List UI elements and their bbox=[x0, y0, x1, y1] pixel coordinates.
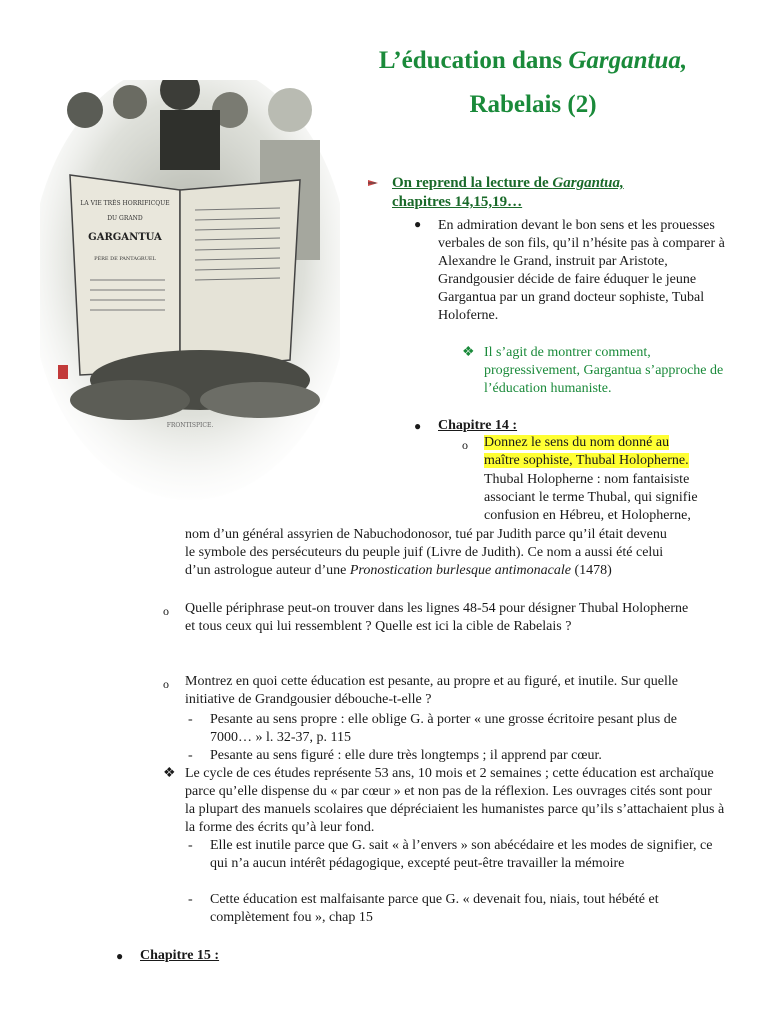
section-heading-prefix: On reprend la lecture de bbox=[392, 175, 553, 191]
circle-bullet-icon: o bbox=[462, 438, 468, 452]
section-heading-line2: chapitres 14,15,19… bbox=[392, 194, 523, 210]
dash-bullet-icon: - bbox=[188, 838, 193, 853]
chapter15-label: Chapitre 15 : bbox=[140, 948, 220, 963]
chapter14-question1 bbox=[484, 434, 689, 470]
book-title: GARGANTUA bbox=[88, 232, 162, 243]
chapter14-question3: Montrez en quoi cette éducation est pesante, au propre et au figuré, et inutile. Sur quelle initiative de Grandgousier débouche-t-elle ? bbox=[185, 674, 678, 707]
diamond-bullet-icon: ❖ bbox=[462, 345, 475, 360]
answer-line2: associant le terme Thubal, qui signifie bbox=[484, 490, 698, 505]
chapter14-label: Chapitre 14 : bbox=[438, 418, 518, 433]
dash-bullet-icon: - bbox=[188, 748, 193, 763]
answer-line5: le symbole des persécuteurs du peuple juif (Livre de Judith). Ce nom a aussi été celui bbox=[185, 545, 664, 560]
bullet-dot-icon: ● bbox=[414, 419, 422, 433]
answer-line1: Thubal Holopherne : nom fantaisiste bbox=[484, 472, 690, 487]
answer-line6-suffix: (1478) bbox=[570, 563, 612, 578]
frontispiece-illustration bbox=[40, 80, 340, 500]
answer-line4: nom d’un général assyrien de Nabuchodonosor, tué par Judith parce qu’il était devenu bbox=[185, 527, 667, 542]
book-line3: PÈRE DE PANTAGRUEL bbox=[94, 256, 156, 262]
question1-line2: maître sophiste, Thubal Holopherne. bbox=[484, 453, 689, 468]
intro-paragraph: En admiration devant le bon sens et les prouesses verbales de son fils, qu’il n’hésite pas à comparer à Alexandre le Grand, instruit par Aristote, Grandgousier décide de faire éduquer le jeune Gargantua par un grand docteur sophiste, Tubal Holoferne. bbox=[438, 218, 725, 323]
section-arrow-icon bbox=[366, 176, 380, 195]
circle-bullet-icon: o bbox=[163, 677, 169, 691]
dash-bullet-icon: - bbox=[188, 892, 193, 907]
answer-line6-italic: Pronostication burlesque antimonacale bbox=[349, 563, 571, 578]
question1-line1: Donnez le sens du nom donné au bbox=[484, 435, 670, 450]
book-line2: DU GRAND bbox=[107, 215, 143, 222]
dash-item-4: Cette éducation est malfaisante parce que G. « devenait fou, niais, tout hébété et complètement fou », chap 15 bbox=[210, 892, 659, 925]
section-heading bbox=[392, 174, 712, 212]
dash-item-1: Pesante au sens propre : elle oblige G. à porter « une grosse écritoire pesant plus de 7000… » l. 32-37, p. 115 bbox=[210, 712, 677, 745]
cycle-paragraph: Le cycle de ces études représente 53 ans, 10 mois et 2 semaines ; cette éducation est archaïque parce qu’elle dispense du « par cœur » et non pas de la réflexion. Les ouvrages cités sont pour la plupart des manuels scolaires que dépréciaient les humanistes parce qu’ils s’attachaient plus à la forme des écrits qu’à leur fond. bbox=[185, 766, 725, 835]
bullet-dot-icon: ● bbox=[116, 949, 124, 963]
answer-block-full bbox=[185, 526, 735, 580]
chapter14-question2: Quelle périphrase peut-on trouver dans les lignes 48-54 pour désigner Thubal Holopherne et tous ceux qui lui ressemblent ? Quelle est ici la cible de Rabelais ? bbox=[185, 601, 689, 634]
title-italic: Gargantua, bbox=[568, 47, 688, 74]
green-note: Il s’agit de montrer comment, progressivement, Gargantua s’approche de l’éducation humaniste. bbox=[484, 345, 724, 396]
bullet-dot-icon: ● bbox=[414, 217, 422, 231]
answer-block-right bbox=[484, 471, 734, 525]
section-heading-italic: Gargantua, bbox=[552, 175, 624, 191]
circle-bullet-icon: o bbox=[163, 604, 169, 618]
dash-item-3: Elle est inutile parce que G. sait « à l’envers » son abécédaire et les modes de signifier, ce qui n’a aucun intérêt pédagogique, excepté peut-être travailler la mémoire bbox=[210, 838, 713, 871]
illustration-caption: FRONTISPICE. bbox=[166, 422, 214, 429]
answer-line6-prefix: d’un astrologue auteur d’une bbox=[185, 563, 350, 578]
book-line1: LA VIE TRÈS HORRIFICQUE bbox=[80, 200, 170, 207]
dash-bullet-icon: - bbox=[188, 712, 193, 727]
page-title bbox=[333, 44, 733, 78]
dash-item-2: Pesante au sens figuré : elle dure très longtemps ; il apprend par cœur. bbox=[210, 748, 602, 763]
answer-line3: confusion en Hébreu, et Holopherne, bbox=[484, 508, 691, 523]
title-prefix: L’éducation dans bbox=[378, 47, 569, 74]
diamond-bullet-icon: ❖ bbox=[163, 766, 176, 781]
page-subtitle: Rabelais (2) bbox=[469, 91, 597, 118]
